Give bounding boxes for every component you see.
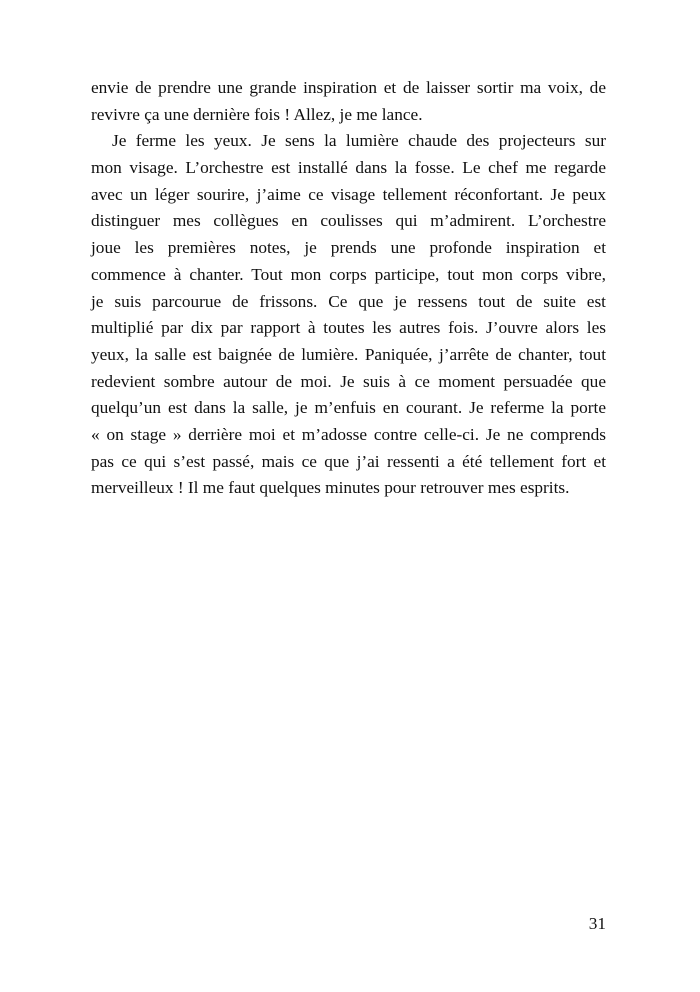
text-line: merveilleux ! Il me faut quelques minutes pour retrouver mes esprits. (91, 478, 570, 498)
page-number: 31 (588, 914, 606, 933)
text-line: commence à chanter. Tout mon corps participe, tout mon corps vibre, (91, 264, 606, 284)
text-line: envie de prendre une grande inspiration et de laisser sortir ma voix, de (91, 78, 606, 97)
text-line: multiplié par dix par rapport à toutes les autres fois. J’ouvre alors les (91, 318, 606, 338)
text-line: quelqu’un est dans la salle, je m’enfuis en courant. Je referme la porte (91, 398, 606, 418)
text-line: revivre ça une dernière fois ! Allez, je me lance. (91, 104, 423, 124)
text-line: mon visage. L’orchestre est installé dans la fosse. Le chef me regarde (91, 158, 606, 178)
text-line: pas ce qui s’est passé, mais ce que j’ai ressenti a été tellement fort et (91, 451, 606, 471)
text-line: redevient sombre autour de moi. Je suis à ce moment persuadée que (91, 371, 606, 391)
text-line: distinguer mes collègues en coulisses qui m’admirent. L’orchestre (91, 211, 606, 231)
body-text (91, 75, 606, 502)
text-line: « on stage » derrière moi et m’adosse contre celle-ci. Je ne comprends (91, 424, 606, 444)
text-line: je suis parcourue de frissons. Ce que je ressens tout de suite est (91, 291, 606, 311)
text-line: Je ferme les yeux. Je sens la lumière chaude des projecteurs sur (112, 131, 606, 151)
text-line: yeux, la salle est baignée de lumière. Paniquée, j’arrête de chanter, tout (91, 344, 606, 364)
text-line: avec un léger sourire, j’aime ce visage tellement réconfortant. Je peux (91, 184, 606, 204)
text-line: joue les premières notes, je prends une profonde inspiration et (91, 238, 606, 258)
